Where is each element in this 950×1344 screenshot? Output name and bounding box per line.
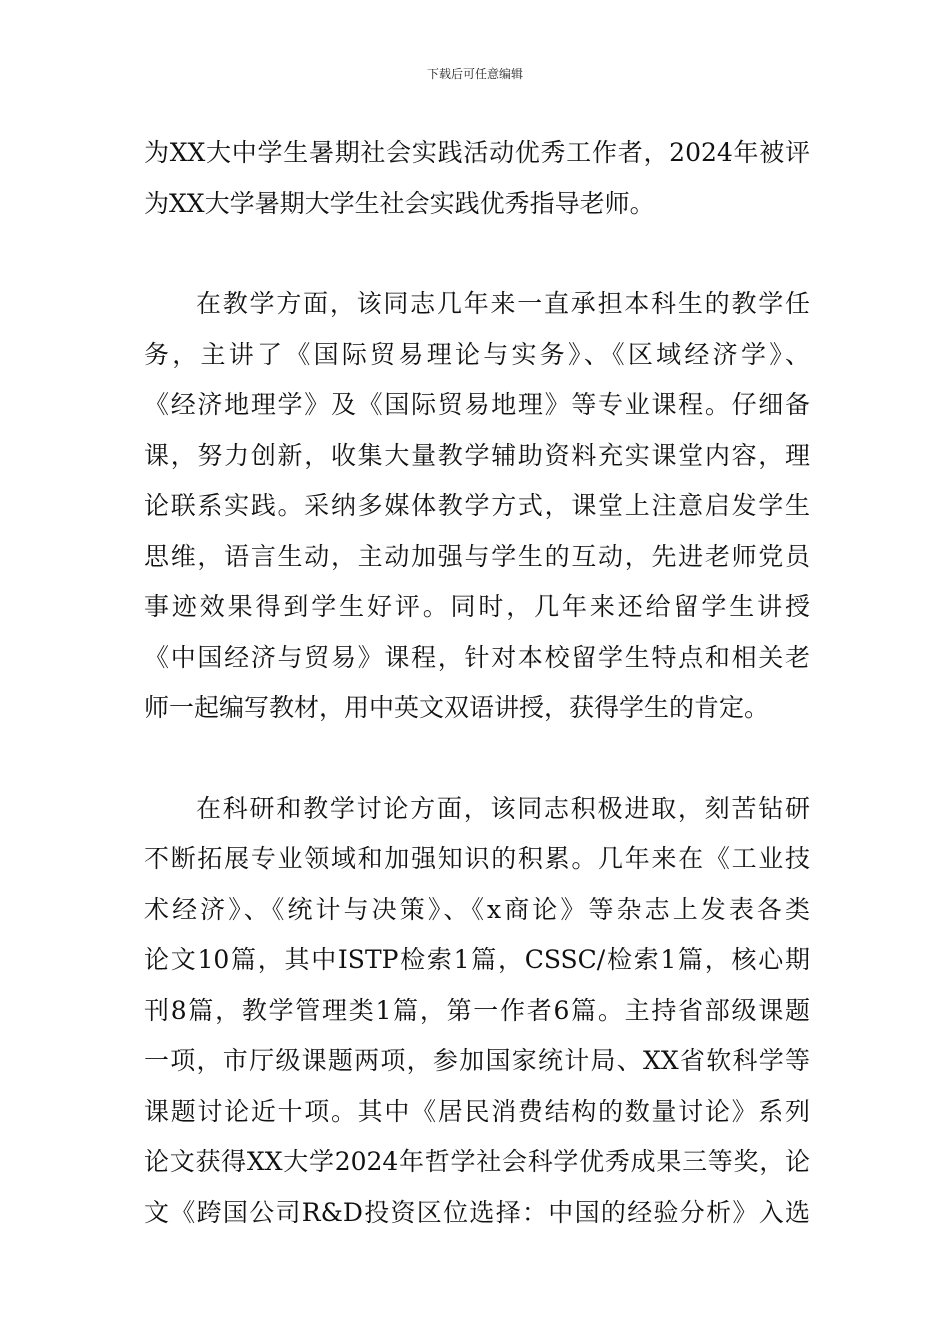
text-line: 课题讨论近十项。其中《居民消费结构的数量讨论》系列 [144, 1096, 810, 1126]
document-body [144, 128, 810, 1238]
text-line: 《中国经济与贸易》课程，针对本校留学生特点和相关老 [144, 642, 810, 672]
page-header: 下载后可任意编辑 [426, 67, 523, 81]
text-line: 为XX大中学生暑期社会实践活动优秀工作者，2024年被评 [144, 138, 810, 167]
paragraph-3 [144, 784, 810, 1239]
text-line: 在科研和教学讨论方面，该同志积极进取，刻苦钻研 [196, 793, 810, 823]
paragraph-2 [144, 279, 810, 734]
text-line: 师一起编写教材，用中英文双语讲授，获得学生的肯定。 [144, 693, 770, 722]
paragraph-1 [144, 128, 810, 229]
text-line: 思维，语言生动，主动加强与学生的互动，先进老师党员 [144, 541, 810, 571]
text-line: 一项，市厅级课题两项，参加国家统计局、XX省软科学等 [144, 1046, 810, 1075]
text-line: 刊8篇，教学管理类1篇，第一作者6篇。主持省部级课题 [144, 995, 810, 1025]
text-line: 文《跨国公司R&D投资区位选择：中国的经验分析》入选 [144, 1197, 810, 1227]
text-line: 术经济》、《统计与决策》、《x商论》等杂志上发表各类 [144, 894, 810, 924]
text-line: 在教学方面，该同志几年来一直承担本科生的教学任 [196, 289, 810, 318]
text-line: 不断拓展专业领域和加强知识的积累。几年来在《工业技 [144, 844, 810, 873]
text-line: 《经济地理学》及《国际贸易地理》等专业课程。仔细备 [144, 390, 810, 419]
paragraph-gap [144, 734, 810, 784]
text-line: 事迹效果得到学生好评。同时，几年来还给留学生讲授 [144, 592, 810, 621]
text-line: 论文10篇，其中ISTP检索1篇，CSSC/检索1篇，核心期 [144, 945, 810, 974]
text-line: 论文获得XX大学2024年哲学社会科学优秀成果三等奖，论 [144, 1147, 810, 1176]
text-line: 课，努力创新，收集大量教学辅助资料充实课堂内容，理 [144, 440, 810, 470]
text-line: 务，主讲了《国际贸易理论与实务》、《区域经济学》、 [144, 339, 810, 369]
text-line: 论联系实践。采纳多媒体教学方式，课堂上注意启发学生 [144, 491, 810, 520]
paragraph-gap [144, 229, 810, 279]
text-line: 为XX大学暑期大学生社会实践优秀指导老师。 [144, 188, 655, 218]
